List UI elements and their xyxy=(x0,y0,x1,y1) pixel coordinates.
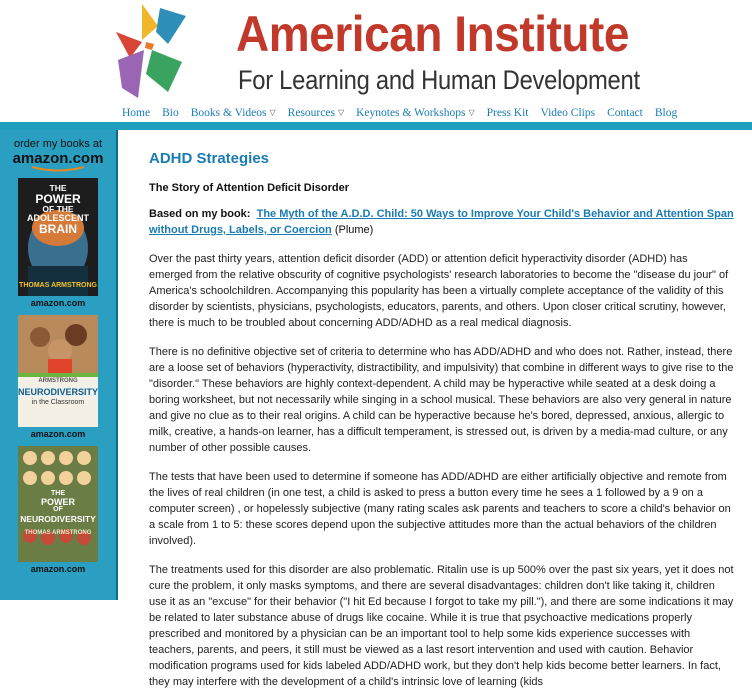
article-paragraph: The treatments used for this disorder are also problematic. Ritalin use is up 500% over the past six years, yet it does not cure the problem, it only masks symptoms, and there are several disadvantages: children don't like taking it, children use it as an "excuse" for their behavior ("I hit Ed because I forgot to take my pill."), and there are some indications it may be related to later substance abuse of drugs like cocaine. While it is true that psychoactive medications properly prescribed and monitored by a physician can be an important tool to help some kids experience successes with teachers, parents, and peers, it still must be viewed as a last resort intervention and used with caution. Behavior modification programs used for kids labeled ADD/ADHD work, but they don't help kids become better learners. In fact, they may interfere with the development of a child's intrinsic love of learning (kids xyxy=(149,564,734,688)
book-title-line: OF THE xyxy=(42,204,74,214)
chevron-down-icon: ▽ xyxy=(269,108,276,117)
nav-resources[interactable] xyxy=(288,107,344,119)
chevron-down-icon: ▽ xyxy=(337,108,345,117)
nav-bio[interactable] xyxy=(162,107,179,119)
site-subtitle: For Learning and Human Development xyxy=(238,65,640,95)
amazon-logo[interactable]: amazon.com xyxy=(12,150,104,167)
article-paragraph: The tests that have been used to determine if someone has ADD/ADHD are either artificially objective and remote from the lives of real children (in one test, a child is asked to press a button every time he sees a 1 followed by a 9 on a computer screen) , or hopelessly subjective (many rating scales ask parents and teachers to score a child's behavior on a scale from 1 to 5: these scores depend upon the subjective attitudes more than the actual behaviors of the children involved). xyxy=(149,471,731,547)
chevron-down-icon: ▽ xyxy=(468,108,475,117)
article-paragraph: Over the past thirty years, attention deficit disorder (ADD) or attention deficit hyperactivity disorder (ADHD) has emerged from the relative obscurity of cognitive psychologists' research laboratories to become the "disease du jour" of America's schoolchildren. Accompanying this popularity has been a virtually complete acceptance of the validity of this disorder by scientists, physicians, psychologists, educators, parents, and others. Upon closer critical scrutiny, however, there is much to be troubled about concerning ADD/ADHD as a real medical diagnosis. xyxy=(149,253,729,329)
main-nav xyxy=(0,102,752,123)
nav-keynotes-workshops[interactable] xyxy=(356,107,475,119)
nav-label: Keynotes & Workshops xyxy=(356,106,466,119)
nav-label: Home xyxy=(122,106,151,119)
page-title: ADHD Strategies xyxy=(149,150,270,167)
nav-contact[interactable] xyxy=(607,107,643,119)
article-subtitle: The Story of Attention Deficit Disorder xyxy=(149,182,350,194)
students-photo-icon xyxy=(18,315,98,427)
book-title-line: POWER xyxy=(40,497,75,507)
book-author: ARMSTRONG xyxy=(38,378,78,384)
book-title-line: OF xyxy=(53,506,63,513)
publisher: (Plume) xyxy=(334,224,374,236)
book-title-line: THE xyxy=(51,490,65,497)
book-title-line: BRAIN xyxy=(39,222,77,236)
book-cover-neurodiversity-classroom[interactable] xyxy=(18,315,98,427)
site-header xyxy=(0,0,752,102)
based-on-label: Based on my book: xyxy=(149,208,251,220)
book-author: THOMAS ARMSTRONG xyxy=(19,282,97,289)
book-title-line: NEURODIVERSITY xyxy=(18,387,99,397)
book-link[interactable]: The Myth of the A.D.D. Child: 50 Ways to Improve Your Child's Behavior and Attention Span without Drugs, Labels, or Coercion xyxy=(149,208,734,236)
nav-label: Video Clips xyxy=(540,106,596,119)
book-cover-power-of-neurodiversity[interactable] xyxy=(18,446,98,562)
nav-label: Contact xyxy=(607,106,643,119)
order-books-text: order my books at xyxy=(13,138,103,150)
nav-divider xyxy=(0,122,752,130)
amazon-caption[interactable]: amazon.com xyxy=(30,298,86,308)
nav-press-kit[interactable] xyxy=(487,107,529,119)
amazon-caption[interactable]: amazon.com xyxy=(30,429,86,439)
nav-blog[interactable] xyxy=(655,107,677,119)
site-title[interactable]: American Institute xyxy=(236,6,630,62)
nav-label: Press Kit xyxy=(486,106,529,119)
main-content xyxy=(118,130,752,688)
nav-label: Books & Videos xyxy=(190,106,267,119)
pinwheel-logo-icon[interactable] xyxy=(112,2,188,102)
book-cover-adolescent-brain[interactable] xyxy=(18,178,98,296)
based-on-book xyxy=(149,206,734,238)
book-author: THOMAS ARMSTRONG xyxy=(24,530,92,536)
sidebar xyxy=(0,130,118,600)
book-title-line: THE xyxy=(49,183,67,193)
nav-label: Bio xyxy=(162,106,179,119)
nav-books-videos[interactable] xyxy=(191,107,276,119)
nav-label: Resources xyxy=(287,106,335,119)
book-title-line: ADOLESCENT xyxy=(26,213,89,223)
article-paragraph: There is no definitive objective set of criteria to determine who has ADD/ADHD and who does not. Rather, instead, there are a loose set of behaviors (hyperactivity, distractibility, and impulsivity) that combine in different ways to give rise to the "disorder." These behaviors are highly context-dependent. A child may be hyperactive while seated at a desk doing a boring worksheet, but not necessarily while singing in a school musical. These behaviors are also very general in nature and give no clue as to their real origins. A child can be hyperactive because he's bored, depressed, anxious, allergic to milk, creative, a hands-on learner, has a difficult temperament, is stressed out, is driven by a media-mad culture, or any number of other possible causes. xyxy=(149,346,734,454)
book-title-line: NEURODIVERSITY xyxy=(20,514,96,524)
book-title-line: in the Classroom xyxy=(31,399,85,406)
nav-home[interactable] xyxy=(122,107,150,119)
amazon-caption[interactable]: amazon.com xyxy=(30,564,86,574)
nav-video-clips[interactable] xyxy=(541,107,596,119)
book-title-line: POWER xyxy=(35,192,81,206)
nav-label: Blog xyxy=(654,106,678,119)
